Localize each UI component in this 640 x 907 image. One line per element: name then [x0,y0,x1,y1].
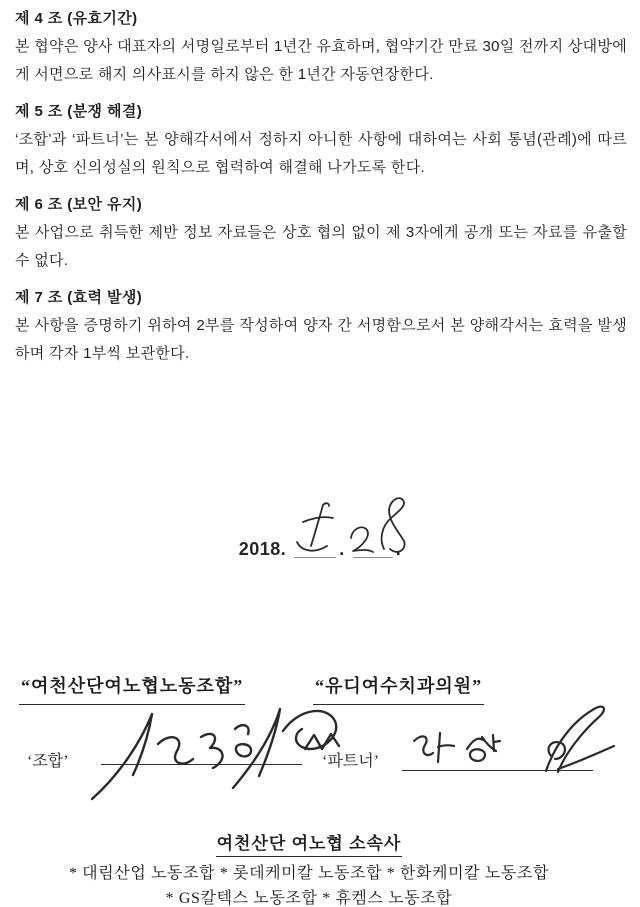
date-month-blank [294,533,336,558]
role-label-partner: ‘파트너’ [322,753,380,770]
party-headings-row [0,672,640,706]
date-year: 2018. [238,539,287,559]
member-companies-line-1: * 대림산업 노동조합 * 롯데케미칼 노동조합 * 한화케미칼 노동조합 [68,865,550,882]
article-4-body: 본 협약은 양사 대표자의 서명일로부터 1년간 유효하며, 협약기간 만료 30일 전까지 상대방에게 서면으로 해지 의사표시를 하지 않은 한 1년간 자동연장한다. [15,38,627,83]
signature-line-partner [402,770,593,771]
date-dot-month: . [339,539,345,559]
member-companies-block [0,829,618,907]
article-6-body: 본 사업으로 취득한 제반 정보 자료들은 상호 협의 없이 제 3자에게 공개 또는 자료를 유출할 수 없다. [15,224,627,269]
date-dot-day: . [395,539,402,559]
article-6 [15,191,627,275]
signature-row [0,740,640,810]
signature-line-union [101,764,302,765]
articles-section [15,5,627,377]
date-line [0,528,640,562]
org-heading-union: “여천산단여노협노동조합” [19,672,245,705]
article-5 [15,98,627,182]
article-7-title: 제 7 조 (효력 발생) [15,289,143,306]
member-companies-title: 여천산단 여노협 소속사 [216,829,403,857]
date-day-blank [353,533,393,558]
article-6-title: 제 6 조 (보안 유지) [15,196,143,213]
org-heading-partner: “유디여수치과의원” [313,672,484,705]
article-4-title: 제 4 조 (유효기간) [15,10,138,27]
member-companies-line-2: * GS칼텍스 노동조합 * 휴켐스 노동조합 [165,890,453,907]
article-7 [15,284,627,368]
role-label-union: ‘조합’ [27,753,69,770]
article-4 [15,5,627,89]
article-5-title: 제 5 조 (분쟁 해결) [15,103,143,120]
article-7-body: 본 사항을 증명하기 위하여 2부를 작성하여 양자 간 서명함으로서 본 양해각서는 효력을 발생하며 각자 1부씩 보관한다. [15,317,627,362]
article-5-body: ‘조합’과 ‘파트너’는 본 양해각서에서 정하지 아니한 사항에 대하여는 사회 통념(관례)에 따르며, 상호 신의성실의 원칙으로 협력하여 해결해 나가도록 한다. [15,131,627,176]
